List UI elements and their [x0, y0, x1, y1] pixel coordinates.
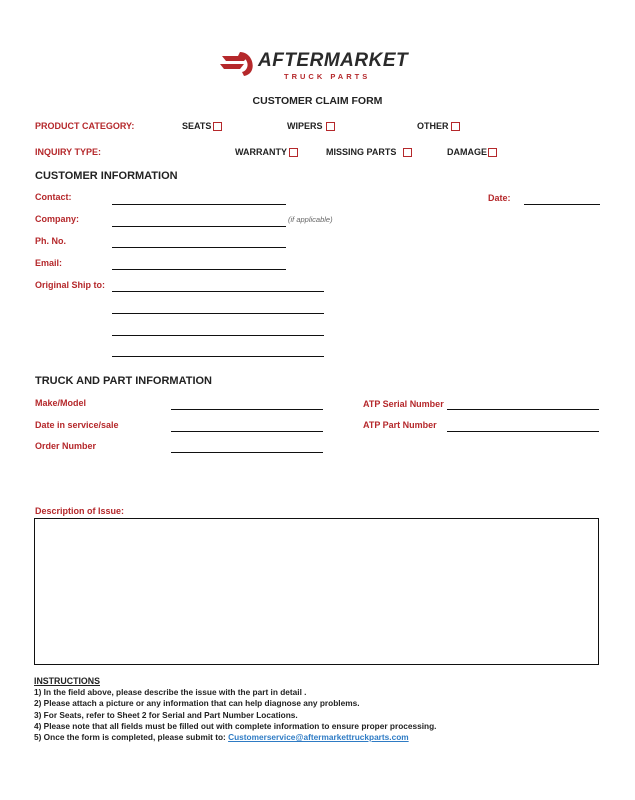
phone-field[interactable]	[112, 247, 286, 248]
phone-label: Ph. No.	[35, 236, 66, 246]
order-number-field[interactable]	[171, 452, 323, 453]
instruction-item-2: 2) Please attach a picture or any information that can help diagnose any problems.	[34, 698, 360, 709]
damage-checkbox[interactable]	[488, 148, 497, 157]
serial-number-field[interactable]	[447, 409, 599, 410]
description-label: Description of Issue:	[35, 506, 125, 516]
logo-main-text: AFTERMARKET	[258, 50, 409, 71]
company-label: Company:	[35, 214, 80, 224]
ship-to-label: Original Ship to:	[35, 280, 105, 290]
instruction-item-1: 1) In the field above, please describe the issue with the part in detail .	[34, 687, 307, 698]
wipers-checkbox[interactable]	[326, 122, 335, 131]
make-model-field[interactable]	[171, 409, 323, 410]
other-checkbox[interactable]	[451, 122, 460, 131]
missing-parts-checkbox[interactable]	[403, 148, 412, 157]
instructions	[34, 676, 436, 743]
part-number-field[interactable]	[447, 431, 599, 432]
truck-info-heading: TRUCK AND PART INFORMATION	[35, 375, 212, 387]
email-field[interactable]	[112, 269, 286, 270]
support-email-link[interactable]: Customerservice@aftermarkettruckparts.com	[228, 732, 409, 743]
inquiry-type-label: INQUIRY TYPE:	[35, 147, 102, 157]
contact-field[interactable]	[112, 204, 286, 205]
ship-to-field-line-4[interactable]	[112, 356, 324, 357]
ship-to-field-line-3[interactable]	[112, 335, 324, 336]
ship-to-field-line-1[interactable]	[112, 291, 324, 292]
email-label: Email:	[35, 258, 63, 268]
seats-checkbox[interactable]	[213, 122, 222, 131]
contact-label: Contact:	[35, 192, 72, 202]
company-note: (if applicable)	[288, 215, 333, 224]
instruction-item-5	[34, 732, 436, 743]
option-wipers-label: WIPERS	[287, 121, 323, 131]
serial-number-label: ATP Serial Number	[363, 399, 444, 409]
product-category-label: PRODUCT CATEGORY:	[35, 121, 135, 131]
company-field[interactable]	[112, 226, 286, 227]
date-service-field[interactable]	[171, 431, 323, 432]
form-title: CUSTOMER CLAIM FORM	[252, 95, 383, 107]
instruction-item-5-text: 5) Once the form is completed, please submit to:	[34, 732, 229, 743]
date-service-label: Date in service/sale	[35, 420, 119, 430]
description-textarea[interactable]	[34, 518, 599, 665]
logo	[218, 48, 418, 84]
option-warranty-label: WARRANTY	[235, 147, 287, 157]
logo-sub-text: TRUCK PARTS	[284, 72, 371, 81]
part-number-label: ATP Part Number	[363, 420, 437, 430]
warranty-checkbox[interactable]	[289, 148, 298, 157]
option-missing-parts-label: MISSING PARTS	[326, 147, 397, 157]
date-field[interactable]	[524, 204, 600, 205]
instruction-item-4: 4) Please note that all fields must be filled out with complete information to ensure proper processing.	[34, 720, 437, 731]
make-model-label: Make/Model	[35, 398, 87, 408]
option-damage-label: DAMAGE	[447, 147, 487, 157]
instructions-heading: INSTRUCTIONS	[34, 676, 100, 686]
instruction-item-3: 3) For Seats, refer to Sheet 2 for Serial and Part Number Locations.	[34, 709, 298, 720]
ship-to-field-line-2[interactable]	[112, 313, 324, 314]
option-other-label: OTHER	[417, 121, 449, 131]
logo-swoosh-icon	[218, 48, 258, 80]
customer-info-heading: CUSTOMER INFORMATION	[35, 170, 178, 182]
option-seats-label: SEATS	[182, 121, 212, 131]
order-number-label: Order Number	[35, 441, 97, 451]
date-label: Date:	[488, 193, 511, 203]
